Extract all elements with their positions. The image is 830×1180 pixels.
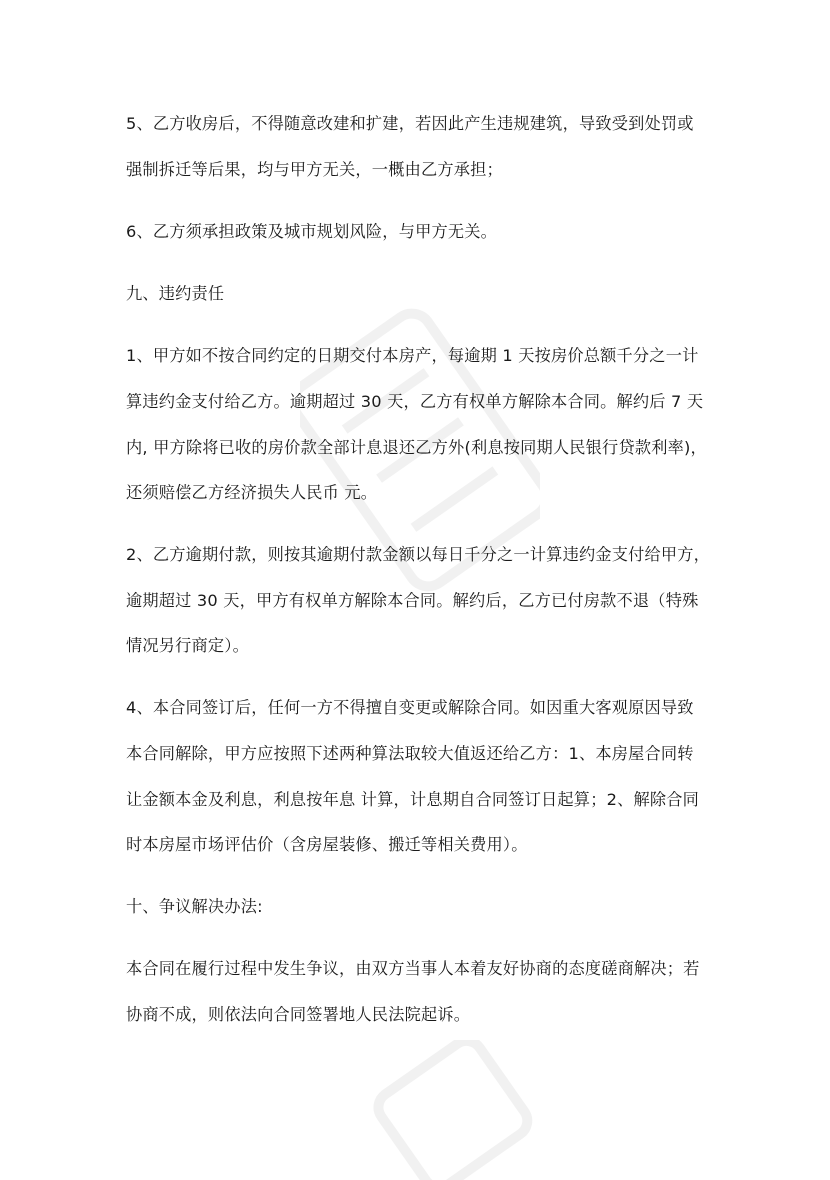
dispute-line-2: 协商不成，则依法向合同签署地人民法院起诉。 — [126, 1005, 471, 1024]
watermark-icon — [350, 1040, 550, 1180]
clause-4-line-1: 4、本合同签订后，任何一方不得擅自变更或解除合同。如因重大客观原因导致 — [126, 698, 694, 717]
clause-2-line-3: 情况另行商定）。 — [126, 636, 249, 655]
clause-1-line-3: 内, 甲方除将已收的房价款全部计息退还乙方外(利息按同期人民银行贷款利率)， — [126, 438, 707, 457]
clause-2-line-2: 逾期超过 30 天，甲方有权单方解除本合同。解约后，乙方已付房款不退（特殊 — [126, 591, 699, 610]
clause-4-line-2: 本合同解除，甲方应按照下述两种算法取较大值返还给乙方：1、本房屋合同转 — [126, 744, 694, 763]
clause-5-line-1: 5、乙方收房后，不得随意改建和扩建，若因此产生违规建筑，导致受到处罚或 — [126, 114, 694, 133]
section-heading-dispute: 十、争议解决办法: — [126, 897, 263, 916]
clause-1-line-2: 算违约金支付给乙方。逾期超过 30 天，乙方有权单方解除本合同。解约后 7 天 — [126, 392, 704, 411]
clause-6-line-1: 6、乙方须承担政策及城市规划风险，与甲方无关。 — [126, 222, 498, 241]
dispute-line-1: 本合同在履行过程中发生争议，由双方当事人本着友好协商的态度磋商解决；若 — [126, 959, 700, 978]
clause-1-line-4: 还须赔偿乙方经济损失人民币 元。 — [126, 483, 378, 502]
clause-2-line-1: 2、乙方逾期付款，则按其逾期付款金额以每日千分之一计算违约金支付给甲方， — [126, 545, 711, 564]
clause-4-line-4: 时本房屋市场评估价（含房屋装修、搬迁等相关费用）。 — [126, 835, 528, 854]
clause-4-line-3: 让金额本金及利息，利息按年息 计算，计息期自合同签订日起算；2、解除合同 — [126, 790, 700, 809]
clause-1-line-1: 1、甲方如不按合同约定的日期交付本房产，每逾期 1 天按房价总额千分之一计 — [126, 346, 699, 365]
section-heading-breach: 九、违约责任 — [126, 284, 225, 303]
clause-5-line-2: 强制拆迁等后果，均与甲方无关，一概由乙方承担； — [126, 160, 503, 179]
